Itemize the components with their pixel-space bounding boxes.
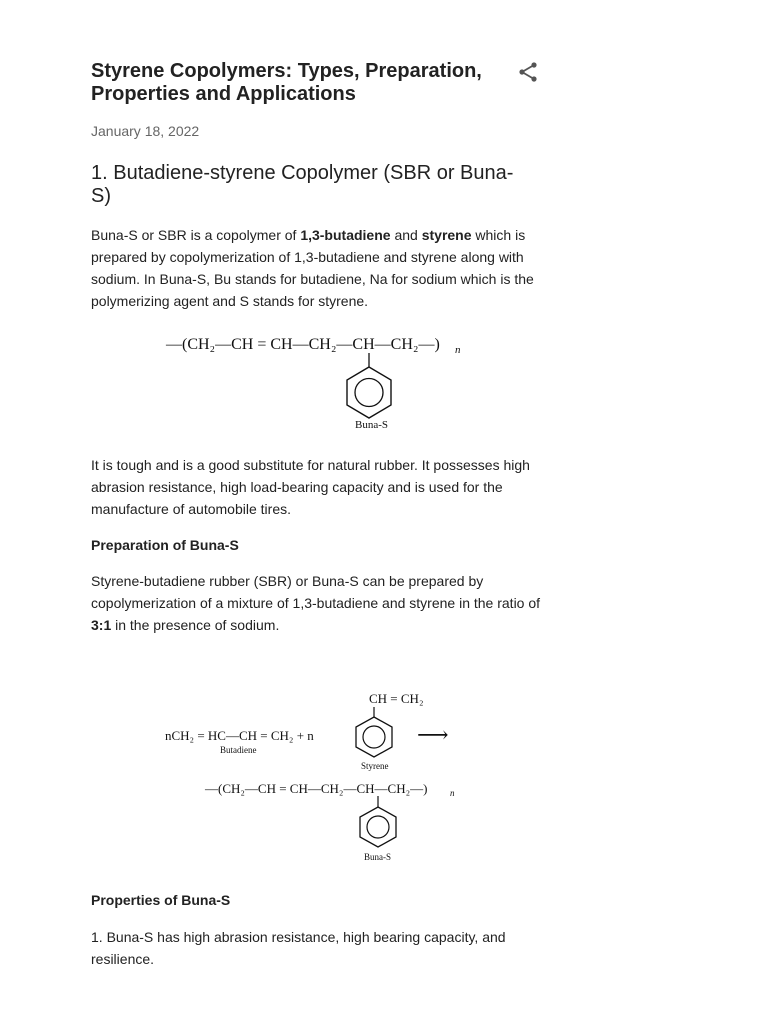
styrene-vinyl-group: CH = CH₂ — [369, 691, 424, 706]
buna-s-label: Buna-S — [355, 419, 388, 431]
styrene-label: Styrene — [361, 761, 389, 771]
property-item-1: 1. Buna-S has high abrasion resistance, high bearing capacity, and resilience. — [91, 929, 506, 967]
styrene-benzene-ring-icon — [356, 717, 392, 757]
benzene-ring-icon — [347, 367, 391, 418]
preparation-paragraph: Styrene-butadiene rubber (SBR) or Buna-S can be prepared by copolymerization of a mixture of 1,3-butadiene and styrene in the ratio of 3:1 in the presence of sodium. — [91, 573, 541, 633]
butadiene-formula: nCH₂ = HC—CH = CH₂ + n — [165, 728, 314, 743]
buna-s-structure-figure — [160, 325, 480, 435]
properties-heading: Properties of Buna-S — [91, 892, 231, 908]
product-benzene-ring-icon — [360, 807, 396, 847]
post-title: Styrene Copolymers: Types, Preparation, Properties and Applications — [91, 60, 482, 105]
reaction-arrow-icon: ⟶ — [417, 722, 449, 747]
share-icon[interactable] — [516, 60, 540, 84]
product-chain-formula: —(CH₂—CH = CH—CH₂—CH—CH₂—) — [205, 781, 428, 796]
buna-s-chain-formula: —(CH₂—CH = CH—CH₂—CH—CH₂—) — [166, 336, 440, 353]
preparation-heading: Preparation of Buna-S — [91, 537, 239, 553]
butadiene-label: Butadiene — [220, 745, 257, 755]
description-paragraph: It is tough and is a good substitute for natural rubber. It possesses high abrasion resistance, high load-bearing capacity and is used for the manufacture of automobile tires. — [91, 457, 530, 517]
intro-paragraph: Buna-S or SBR is a copolymer of 1,3-butadiene and styrene which is prepared by copolymerization of 1,3-butadiene and styrene along with sodium. In Buna-S, Bu stands for butadiene, Na for sodium which is the polymerizing agent and S stands for styrene. — [91, 227, 534, 309]
product-label: Buna-S — [364, 852, 391, 862]
product-subscript-n: n — [450, 788, 455, 798]
subscript-n: n — [455, 344, 461, 356]
buna-s-preparation-reaction-figure — [160, 685, 490, 870]
post-date: January 18, 2022 — [91, 123, 200, 139]
section-heading: 1. Butadiene-styrene Copolymer (SBR or Buna-S) — [91, 162, 514, 207]
